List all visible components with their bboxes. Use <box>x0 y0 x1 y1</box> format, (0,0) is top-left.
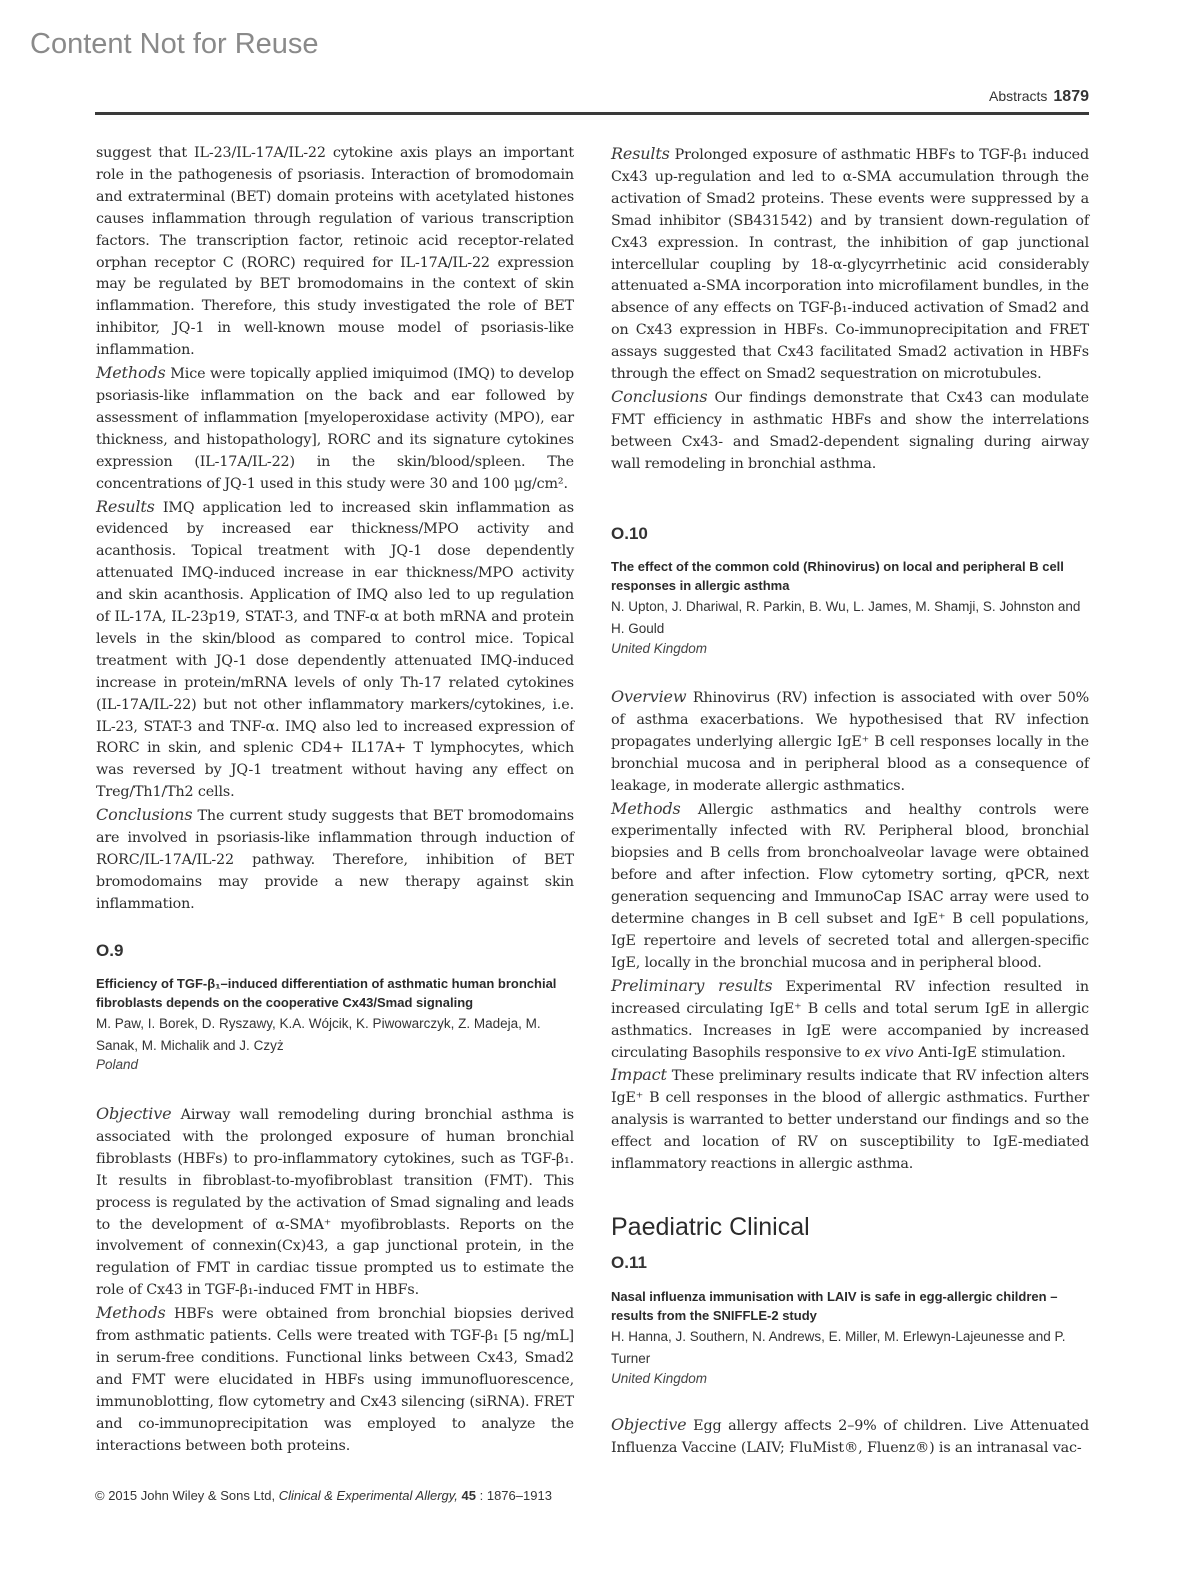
o10-methods-paragraph <box>611 798 1089 975</box>
o9-conclusions-paragraph <box>611 386 1089 476</box>
conclusions-paragraph <box>96 804 574 916</box>
abstract-title-o9: Efficiency of TGF-β₁–induced differentiation of asthmatic human bronchial fibroblasts depends on the cooperative Cx43/Smad signaling <box>96 976 557 1010</box>
o9-methods-paragraph <box>96 1302 574 1457</box>
methods-heading: Methods <box>96 363 166 383</box>
o10-prelim-text-1: Experimental RV infection resulted in increased circulating IgE⁺ B cells and total serum IgE in allergic asthmatics. Increases in IgE were accompanied by increased circulating Basophils responsive to <box>611 978 1089 1061</box>
abstract-number-o9: O.9 <box>96 941 124 960</box>
abstract-number-o10: O.10 <box>611 524 648 543</box>
o9-left-text <box>96 1103 574 1458</box>
watermark: Content Not for Reuse <box>30 28 319 60</box>
abstract-authors-o10: N. Upton, J. Dhariwal, R. Parkin, B. Wu, L. James, M. Shamji, S. Johnston and H. Gould <box>611 599 1081 636</box>
abstract-body-o10 <box>611 686 1089 1176</box>
o10-impact-paragraph <box>611 1064 1089 1176</box>
right-column <box>611 143 1089 476</box>
o9-conclusions-text: Our findings demonstrate that Cx43 can modulate FMT efficiency in asthmatic HBFs and show the interrelations between Cx43- and Smad2-dependent signaling during airway wall remodeling in bronchial asthma. <box>611 389 1089 472</box>
o11-objective-heading: Objective <box>611 1415 687 1434</box>
results-paragraph <box>96 496 574 805</box>
o11-objective-text: Egg allergy affects 2–9% of children. Live Attenuated Influenza Vaccine (LAIV; FluMist®, Fluenz®) is an intranasal vac- <box>611 1418 1089 1456</box>
footer-copyright: © 2015 John Wiley & Sons Ltd, <box>95 1488 279 1503</box>
abstract-country-o11: United Kingdom <box>611 1371 708 1386</box>
o10-methods-heading: Methods <box>611 798 681 818</box>
abstract-number-o11: O.11 <box>611 1253 647 1272</box>
o9-objective-heading: Objective <box>96 1104 172 1123</box>
abstract-continuation <box>96 143 574 916</box>
o10-overview-heading: Overview <box>611 687 687 706</box>
o10-overview-text: Rhinovirus (RV) infection is associated with over 50% of asthma exacerbations. We hypothesised that RV infection propagates underlying allergic IgE⁺ B cell responses locally in the bronchial mucosa and in peripheral blood as a consequence of leakage, in moderate allergic asthmatics. <box>611 690 1089 794</box>
o10-methods-text: Allergic asthmatics and healthy controls were experimentally infected with RV. Peripheral blood, bronchial biopsies and B cells from bronchoalveolar lavage were obtained before and after infection. Flow cytometry sorting, qPCR, next generation sequencing and ImmunoCap ISAC array were used to determine changes in B cell subset and IgE⁺ B cell populations, IgE repertoire and levels of secreted total and allergen-specific IgE, locally in the bronchial mucosa and in peripheral blood. <box>611 801 1089 971</box>
abstract-body-o11 <box>611 1414 1089 1460</box>
section-title: Paediatric Clinical <box>611 1213 810 1241</box>
abstract-authors-o9: M. Paw, I. Borek, D. Ryszawy, K.A. Wójcik, K. Piwowarczyk, Z. Madeja, M. Sanak, M. Michalik and J. Czyż <box>96 1016 541 1053</box>
o9-conclusions-heading: Conclusions <box>611 386 708 406</box>
results-heading: Results <box>96 496 155 516</box>
methods-text: Mice were topically applied imiquimod (IMQ) to develop psoriasis-like inflammation on the back and ear followed by assessment of inflammation [myeloperoxidase activity (MPO), ear thickness, and histopathology], RORC and its signature cytokines expression (IL-17A/IL-22) in the skin/blood/spleen. The concentrations of JQ-1 used in this study were 30 and 100 μg/cm². <box>96 366 574 492</box>
o9-objective-paragraph <box>96 1103 574 1302</box>
header-rule <box>95 112 1089 115</box>
footer-volume: 45 <box>461 1488 477 1503</box>
abstract-authors-o11: H. Hanna, J. Southern, N. Andrews, E. Miller, M. Erlewyn-Lajeunesse and P. Turner <box>611 1329 1066 1366</box>
o10-prelim-heading: Preliminary results <box>611 975 773 995</box>
footer-journal: Clinical & Experimental Allergy, <box>278 1488 458 1503</box>
o11-text <box>611 1414 1089 1460</box>
o11-objective-paragraph <box>611 1414 1089 1460</box>
o10-prelim-text-2: Anti-IgE stimulation. <box>913 1044 1066 1061</box>
o9-results-text: Prolonged exposure of asthmatic HBFs to TGF-β₁ induced Cx43 up-regulation and led to α-SMA accumulation through the activation of Smad2 proteins. These events were suppressed by a Smad inhibitor (SB431542) and by transient down-regulation of Cx43 expression. In contrast, the inhibition of gap junctional intercellular coupling by 18-α-glycyrrhetinic acid considerably attenuated a-SMA incorporation into microfilament bundles, in the absence of any effects on TGF-β₁-induced activation of Smad2 and on Cx43 expression in HBFs. Co-immunoprecipitation and FRET assays suggested that Cx43 facilitated Smad2 activation in HBFs through the effect on Smad2 sequestration on microtubules. <box>611 147 1089 383</box>
conclusions-text: The current study suggests that BET bromodomains are involved in psoriasis-like inflammation through induction of RORC/IL-17A/IL-22 pathway. Therefore, inhibition of BET bromodomains may provide a new therapy against skin inflammation. <box>96 808 574 912</box>
o9-objective-text: Airway wall remodeling during bronchial asthma is associated with the prolonged exposure of human bronchial fibroblasts (HBFs) to pro-inflammatory cytokines, such as TGF-β₁. It results in fibroblast-to-myofibroblast transition (FMT). This process is regulated by the activation of Smad signaling and leads to the development of α-SMA⁺ myofibroblasts. Reports on the involvement of connexin(Cx)43, a gap junctional protein, in the regulation of FMT in cardiac tissue prompted us to estimate the role of Cx43 in TGF-β₁-induced FMT in HBFs. <box>96 1107 574 1299</box>
o9-results-paragraph <box>611 143 1089 386</box>
results-text: IMQ application led to increased skin inflammation as evidenced by increased ear thickness/MPO activity and acanthosis. Topical treatment with JQ-1 dose dependently attenuated IMQ-induced increase in ear thickness/MPO activity and skin acanthosis. Application of IMQ also led to up regulation of IL-17A, IL-23p19, STAT-3, and TNF-α at both mRNA and protein levels in the skin/blood as compared to control mice. Topical treatment with JQ-1 dose dependently attenuated IMQ-induced increase in protein/mRNA levels of only Th-17 related cytokines (IL-17A/IL-22) but not other inflammatory markers/cytokines, i.e. IL-23, STAT-3 and TNF-α. IMQ also led to increased expression of RORC in skin, and splenic CD4+ IL17A+ T lymphocytes, which was reversed by JQ-1 treatment without having any effect on Treg/Th1/Th2 cells. <box>96 499 574 801</box>
intro-paragraph: suggest that IL-23/IL-17A/IL-22 cytokine axis plays an important role in the pathogenesis of psoriasis. Interaction of bromodomain and extraterminal (BET) domain proteins with acetylated histones causes inflammation through regulation of various transcription factors. The transcription factor, retinoic acid receptor-related orphan receptor C (RORC) required for IL-17A/IL-22 expression may be regulated by BET bromodomains in the context of skin inflammation. Therefore, this study investigated the role of BET inhibitor, JQ-1 in well-known mouse model of psoriasis-like inflammation. <box>96 145 574 359</box>
o10-impact-text: These preliminary results indicate that RV infection alters IgE⁺ B cell responses in the blood of allergic asthmatics. Further analysis is warranted to better understand our findings and so the effect and location of RV on susceptibility to IgE-mediated inflammatory reactions in allergic asthma. <box>611 1068 1089 1173</box>
footer <box>95 1488 552 1503</box>
methods-paragraph <box>96 362 574 495</box>
running-head-label: Abstracts <box>989 88 1048 104</box>
page-number: 1879 <box>1053 88 1089 105</box>
running-head <box>989 88 1089 106</box>
o9-results-heading: Results <box>611 144 670 163</box>
abstract-title-o10: The effect of the common cold (Rhinovirus) on local and peripheral B cell responses in allergic asthma <box>611 559 1064 593</box>
o9-right-text <box>611 143 1089 476</box>
o10-prelim-italic: ex vivo <box>864 1044 914 1061</box>
left-column <box>96 143 574 916</box>
o10-overview-paragraph <box>611 686 1089 798</box>
abstract-title-o11: Nasal influenza immunisation with LAIV is safe in egg-allergic children – results from the SNIFFLE-2 study <box>611 1289 1058 1323</box>
abstract-country-o10: United Kingdom <box>611 641 708 656</box>
o10-text <box>611 686 1089 1176</box>
abstract-country-o9: Poland <box>96 1057 139 1072</box>
o9-methods-heading: Methods <box>96 1303 166 1323</box>
footer-pages: : 1876–1913 <box>476 1488 552 1503</box>
o10-impact-heading: Impact <box>611 1065 667 1085</box>
conclusions-heading: Conclusions <box>96 805 193 825</box>
o10-prelim-paragraph <box>611 975 1089 1065</box>
abstract-body-o9-left <box>96 1103 574 1458</box>
o9-methods-text: HBFs were obtained from bronchial biopsies derived from asthmatic patients. Cells were treated with TGF-β₁ [5 ng/mL] in serum-free conditions. Functional links between Cx43, Smad2 and FMT were elucidated in HBFs using immunofluorescence, immunoblotting, flow cytometry and Cx43 silencing (siRNA). FRET and co-immunoprecipitation was employed to analyze the interactions between both proteins. <box>96 1306 574 1454</box>
